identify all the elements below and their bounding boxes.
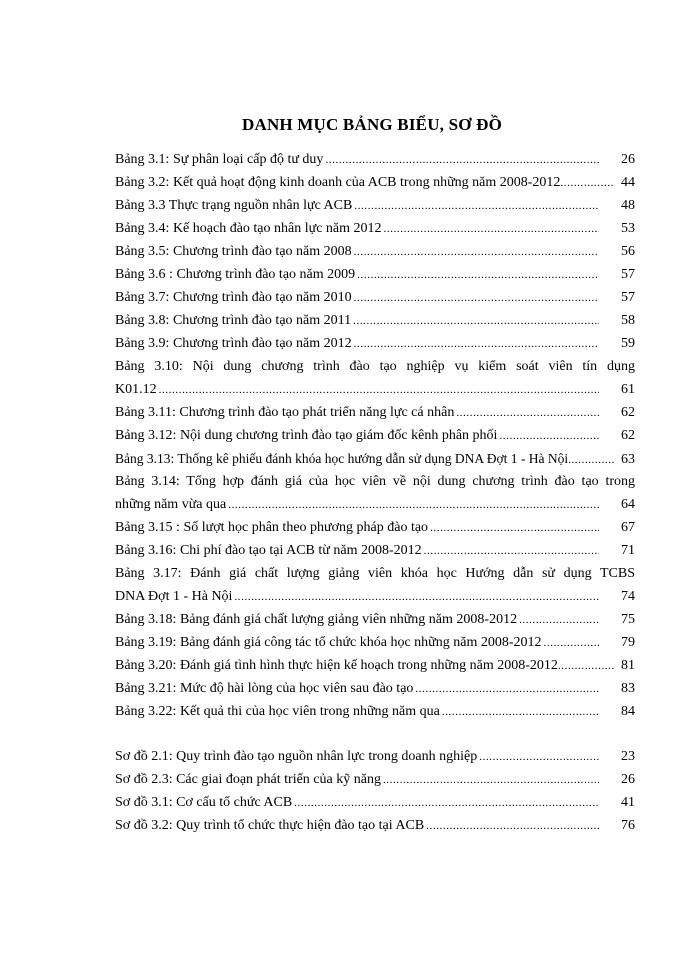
toc-entry-table-3-6	[115, 263, 635, 286]
toc-entry-label: Bảng 3.11: Chương trình đào tạo phát triển năng lực cá nhân	[115, 405, 455, 420]
toc-entry-table-3-14	[115, 493, 635, 516]
dot-leader	[560, 172, 614, 195]
toc-entry-page: 83	[621, 681, 635, 696]
toc-entry-label: Bảng 3.7: Chương trình đào tạo năm 2010	[115, 290, 352, 305]
toc-entry-label: Sơ đồ 3.1: Cơ cấu tổ chức ACB	[115, 795, 293, 810]
toc-entry-table-3-4	[115, 217, 635, 240]
toc-entry-label: Bảng 3.4: Kế hoạch đào tạo nhân lực năm 2012	[115, 221, 382, 236]
toc-entry-table-3-8	[115, 309, 635, 332]
toc-entry-page: 57	[621, 290, 635, 305]
toc-entry-table-3-16	[115, 539, 635, 562]
toc-entry-label: Bảng 3.8: Chương trình đào tạo năm 2011	[115, 313, 352, 328]
dot-leader	[357, 264, 599, 287]
toc-entry-table-3-2	[115, 171, 635, 194]
toc-entry-label: Bảng 3.6 : Chương trình đào tạo năm 2009	[115, 267, 356, 282]
toc-entry-table-3-10-line1: Bảng 3.10: Nội dung chương trình đào tạo nghiệp vụ kiểm soát viên tín dụng	[115, 359, 635, 374]
toc-entry-page: 67	[621, 520, 635, 535]
toc-entry-page: 62	[621, 428, 635, 443]
dot-leader	[234, 586, 599, 609]
dot-leader	[430, 517, 599, 540]
toc-entry-table-3-18	[115, 608, 635, 631]
toc-entry-label: Bảng 3.22: Kết quả thi của học viên trong những năm qua	[115, 704, 440, 719]
toc-entry-label: Bảng 3.1: Sự phân loại cấp độ tư duy	[115, 152, 324, 167]
dot-leader	[544, 632, 599, 655]
toc-entry-diagram-2-3	[115, 768, 635, 791]
toc-entry-table-3-19	[115, 631, 635, 654]
toc-entry-label: Bảng 3.21: Mức độ hài lòng của học viên sau đào tạo	[115, 681, 414, 696]
toc-entry-label: Bảng 3.2: Kết quả hoạt động kinh doanh của ACB trong những năm 2008-2012	[115, 175, 561, 190]
toc-entry-page: 26	[621, 152, 635, 167]
dot-leader	[354, 287, 599, 310]
dot-leader	[294, 792, 599, 815]
dot-leader	[456, 402, 599, 425]
dot-leader	[426, 815, 599, 838]
dot-leader	[568, 449, 614, 472]
toc-entry-page: 79	[621, 635, 635, 650]
dot-leader	[354, 241, 599, 264]
section-spacer	[115, 723, 635, 745]
toc-entry-label: Bảng 3.15 : Số lượt học phân theo phương pháp đào tạo	[115, 520, 429, 535]
toc-entry-diagram-3-2	[115, 814, 635, 837]
toc-entry-table-3-11	[115, 401, 635, 424]
toc-entry-label: Bảng 3.18: Bảng đánh giá chất lượng giảng viên những năm 2008-2012	[115, 612, 518, 627]
toc-entry-page: 63	[621, 452, 635, 467]
table-of-figures	[115, 148, 635, 837]
dot-leader	[442, 701, 599, 724]
toc-entry-page: 76	[621, 818, 635, 833]
toc-entry-label: K01.12	[115, 382, 157, 397]
toc-entry-page: 81	[621, 658, 635, 673]
toc-entry-table-3-22	[115, 700, 635, 723]
toc-entry-label: Bảng 3.12: Nội dung chương trình đào tạo giám đốc kênh phân phối	[115, 428, 498, 443]
toc-entry-diagram-2-1	[115, 745, 635, 768]
dot-leader	[354, 333, 599, 356]
toc-entry-table-3-13	[115, 447, 635, 470]
page-title: DANH MỤC BẢNG BIỂU, SƠ ĐỒ	[241, 115, 503, 134]
toc-entry-page: 64	[621, 497, 635, 512]
toc-entry-page: 74	[621, 589, 635, 604]
toc-entry-label: Bảng 3.9: Chương trình đào tạo năm 2012	[115, 336, 352, 351]
toc-entry-page: 57	[621, 267, 635, 282]
dot-leader	[479, 746, 599, 769]
dot-leader	[159, 379, 599, 402]
dot-leader	[519, 609, 599, 632]
toc-entry-table-3-21	[115, 677, 635, 700]
toc-entry-label: DNA Đợt 1 - Hà Nội	[115, 589, 233, 604]
toc-entry-label: những năm vừa qua	[115, 497, 227, 512]
toc-entry-page: 59	[621, 336, 635, 351]
dot-leader	[354, 195, 599, 218]
toc-entry-table-3-9	[115, 332, 635, 355]
toc-entry-label: Bảng 3.19: Bảng đánh giá công tác tổ chức khóa học những năm 2008-2012	[115, 635, 542, 650]
toc-entry-table-3-14-line1: Bảng 3.14: Tổng hợp đánh giá của học viên về nội dung chương trình đào tạo trong	[115, 474, 635, 489]
toc-entry-label: Bảng 3.5: Chương trình đào tạo năm 2008	[115, 244, 352, 259]
toc-entry-table-3-17	[115, 585, 635, 608]
dot-leader	[424, 540, 599, 563]
toc-entry-page: 71	[621, 543, 635, 558]
toc-entry-label: Sơ đồ 2.3: Các giai đoạn phát triển của kỹ năng	[115, 772, 381, 787]
dot-leader	[325, 149, 599, 172]
dot-leader	[558, 655, 614, 678]
toc-entry-table-3-7	[115, 286, 635, 309]
toc-entry-page: 84	[621, 704, 635, 719]
toc-entry-label: Bảng 3.13: Thống kê phiếu đánh khóa học hướng dẫn sử dụng DNA Đợt 1 - Hà Nội	[115, 451, 569, 466]
toc-entry-page: 23	[621, 749, 635, 764]
toc-entry-page: 48	[621, 198, 635, 213]
toc-entry-table-3-15	[115, 516, 635, 539]
dot-leader	[228, 494, 599, 517]
toc-entry-label: Bảng 3.3 Thực trạng nguồn nhân lực ACB	[115, 198, 353, 213]
dot-leader	[383, 769, 599, 792]
toc-entry-page: 26	[621, 772, 635, 787]
dot-leader	[499, 425, 599, 448]
toc-entry-page: 61	[621, 382, 635, 397]
toc-entry-label: Sơ đồ 2.1: Quy trình đào tạo nguồn nhân lực trong doanh nghiệp	[115, 749, 478, 764]
toc-entry-page: 75	[621, 612, 635, 627]
toc-entry-diagram-3-1	[115, 791, 635, 814]
toc-entry-table-3-1	[115, 148, 635, 171]
toc-entry-label: Bảng 3.20: Đánh giá tình hình thực hiện kế hoạch trong những năm 2008-2012	[115, 658, 558, 673]
toc-entry-page: 56	[621, 244, 635, 259]
toc-entry-label: Bảng 3.16: Chi phí đào tạo tại ACB từ năm 2008-2012	[115, 543, 422, 558]
toc-entry-table-3-10	[115, 378, 635, 401]
toc-entry-page: 58	[621, 313, 635, 328]
toc-entry-page: 62	[621, 405, 635, 420]
toc-entry-table-3-3	[115, 194, 635, 217]
dot-leader	[415, 678, 599, 701]
dot-leader	[384, 218, 599, 241]
toc-entry-page: 41	[621, 795, 635, 810]
toc-entry-page: 44	[621, 175, 635, 190]
toc-entry-table-3-20	[115, 654, 635, 677]
toc-entry-label: Sơ đồ 3.2: Quy trình tổ chức thực hiện đào tạo tại ACB	[115, 818, 425, 833]
toc-entry-table-3-12	[115, 424, 635, 447]
toc-entry-table-3-17-line1: Bảng 3.17: Đánh giá chất lượng giảng viên khóa học Hướng dẫn sử dụng TCBS	[115, 566, 635, 581]
toc-entry-page: 53	[621, 221, 635, 236]
dot-leader	[353, 310, 599, 333]
toc-entry-table-3-5	[115, 240, 635, 263]
